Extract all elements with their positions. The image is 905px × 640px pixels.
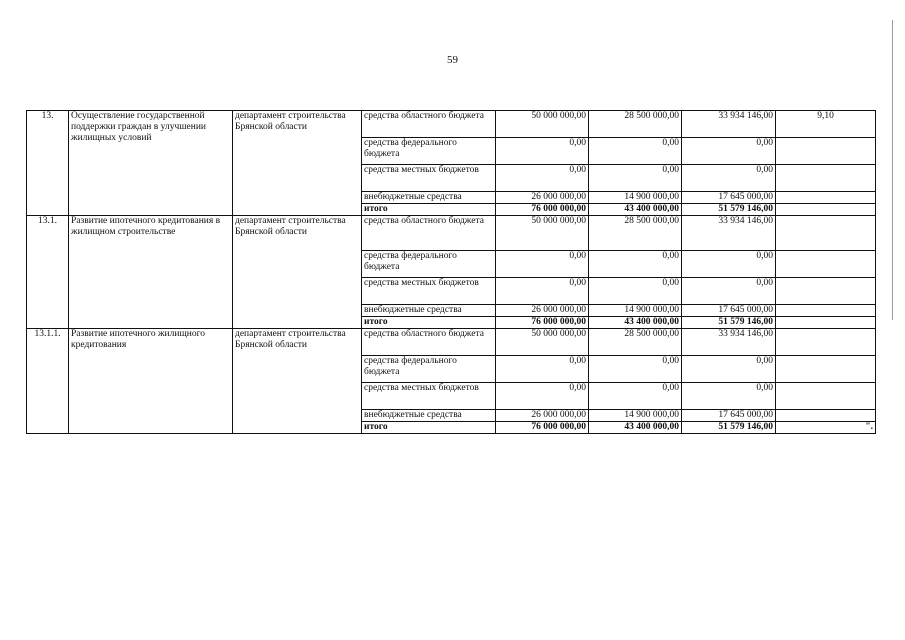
table-row — [27, 111, 876, 138]
indicator-cell — [776, 138, 876, 165]
funding-source-cell: средства местных бюджетов — [362, 278, 496, 305]
amount-cell-2: 0,00 — [589, 383, 682, 410]
funding-source-cell: внебюджетные средства — [362, 410, 496, 422]
amount-cell-1: 0,00 — [496, 278, 589, 305]
executor-cell: департамент строительства Брянской области — [233, 216, 362, 329]
amount-cell-1: 0,00 — [496, 383, 589, 410]
funding-source-cell: средства областного бюджета — [362, 329, 496, 356]
indicator-cell — [776, 216, 876, 251]
amount-cell-2: 0,00 — [589, 138, 682, 165]
amount-cell-3: 0,00 — [682, 251, 776, 278]
amount-cell-1: 50 000 000,00 — [496, 111, 589, 138]
amount-cell-3: 17 645 000,00 — [682, 305, 776, 317]
amount-cell-3: 33 934 146,00 — [682, 111, 776, 138]
executor-cell: департамент строительства Брянской области — [233, 111, 362, 216]
amount-cell-1: 26 000 000,00 — [496, 410, 589, 422]
funding-source-cell: итого — [362, 422, 496, 434]
amount-cell-3: 0,00 — [682, 356, 776, 383]
amount-cell-3: 0,00 — [682, 278, 776, 305]
amount-cell-2: 14 900 000,00 — [589, 192, 682, 204]
amount-cell-3: 0,00 — [682, 383, 776, 410]
funding-source-cell: внебюджетные средства — [362, 305, 496, 317]
amount-cell-1: 0,00 — [496, 356, 589, 383]
indicator-cell — [776, 204, 876, 216]
indicator-cell — [776, 356, 876, 383]
funding-source-cell: итого — [362, 204, 496, 216]
page-number: 59 — [447, 54, 458, 66]
amount-cell-3: 33 934 146,00 — [682, 329, 776, 356]
amount-cell-1: 76 000 000,00 — [496, 317, 589, 329]
amount-cell-3: 17 645 000,00 — [682, 410, 776, 422]
indicator-cell: 9,10 — [776, 111, 876, 138]
amount-cell-2: 43 400 000,00 — [589, 204, 682, 216]
item-number-cell: 13. — [27, 111, 69, 216]
funding-source-cell: внебюджетные средства — [362, 192, 496, 204]
amount-cell-1: 50 000 000,00 — [496, 216, 589, 251]
amount-cell-1: 0,00 — [496, 138, 589, 165]
item-number-cell: 13.1. — [27, 216, 69, 329]
amount-cell-3: 51 579 146,00 — [682, 422, 776, 434]
table-row — [27, 329, 876, 356]
indicator-cell — [776, 383, 876, 410]
funding-source-cell: средства федерального бюджета — [362, 356, 496, 383]
amount-cell-1: 76 000 000,00 — [496, 422, 589, 434]
amount-cell-2: 28 500 000,00 — [589, 216, 682, 251]
funding-source-cell: средства местных бюджетов — [362, 165, 496, 192]
executor-cell: департамент строительства Брянской области — [233, 329, 362, 434]
item-name-cell: Развитие ипотечного жилищного кредитования — [69, 329, 233, 434]
funding-source-cell: итого — [362, 317, 496, 329]
indicator-cell — [776, 305, 876, 317]
amount-cell-1: 76 000 000,00 — [496, 204, 589, 216]
amount-cell-2: 0,00 — [589, 278, 682, 305]
indicator-cell — [776, 422, 876, 434]
amount-cell-2: 0,00 — [589, 251, 682, 278]
table-body — [27, 111, 876, 434]
indicator-cell — [776, 192, 876, 204]
indicator-cell — [776, 329, 876, 356]
amount-cell-1: 50 000 000,00 — [496, 329, 589, 356]
amount-cell-2: 28 500 000,00 — [589, 111, 682, 138]
budget-table — [26, 110, 876, 434]
amount-cell-3: 0,00 — [682, 138, 776, 165]
funding-source-cell: средства федерального бюджета — [362, 251, 496, 278]
amount-cell-3: 51 579 146,00 — [682, 204, 776, 216]
item-number-cell: 13.1.1. — [27, 329, 69, 434]
funding-source-cell: средства местных бюджетов — [362, 383, 496, 410]
amount-cell-1: 0,00 — [496, 165, 589, 192]
amount-cell-2: 28 500 000,00 — [589, 329, 682, 356]
funding-source-cell: средства областного бюджета — [362, 216, 496, 251]
funding-source-cell: средства областного бюджета — [362, 111, 496, 138]
amount-cell-3: 51 579 146,00 — [682, 317, 776, 329]
indicator-cell — [776, 165, 876, 192]
amount-cell-2: 14 900 000,00 — [589, 410, 682, 422]
indicator-cell — [776, 251, 876, 278]
closing-quote-mark: ". — [865, 422, 873, 432]
amount-cell-2: 14 900 000,00 — [589, 305, 682, 317]
amount-cell-2: 0,00 — [589, 165, 682, 192]
amount-cell-1: 26 000 000,00 — [496, 192, 589, 204]
amount-cell-1: 0,00 — [496, 251, 589, 278]
item-name-cell: Развитие ипотечного кредитования в жилищном строительстве — [69, 216, 233, 329]
amount-cell-3: 33 934 146,00 — [682, 216, 776, 251]
amount-cell-2: 0,00 — [589, 356, 682, 383]
table-row — [27, 216, 876, 251]
item-name-cell: Осуществление государственной поддержки граждан в улучшении жилищных условий — [69, 111, 233, 216]
indicator-cell — [776, 278, 876, 305]
amount-cell-3: 17 645 000,00 — [682, 192, 776, 204]
indicator-cell — [776, 410, 876, 422]
funding-source-cell: средства федерального бюджета — [362, 138, 496, 165]
amount-cell-3: 0,00 — [682, 165, 776, 192]
indicator-cell — [776, 317, 876, 329]
amount-cell-2: 43 400 000,00 — [589, 317, 682, 329]
amount-cell-1: 26 000 000,00 — [496, 305, 589, 317]
page-edge-line — [892, 20, 893, 320]
amount-cell-2: 43 400 000,00 — [589, 422, 682, 434]
